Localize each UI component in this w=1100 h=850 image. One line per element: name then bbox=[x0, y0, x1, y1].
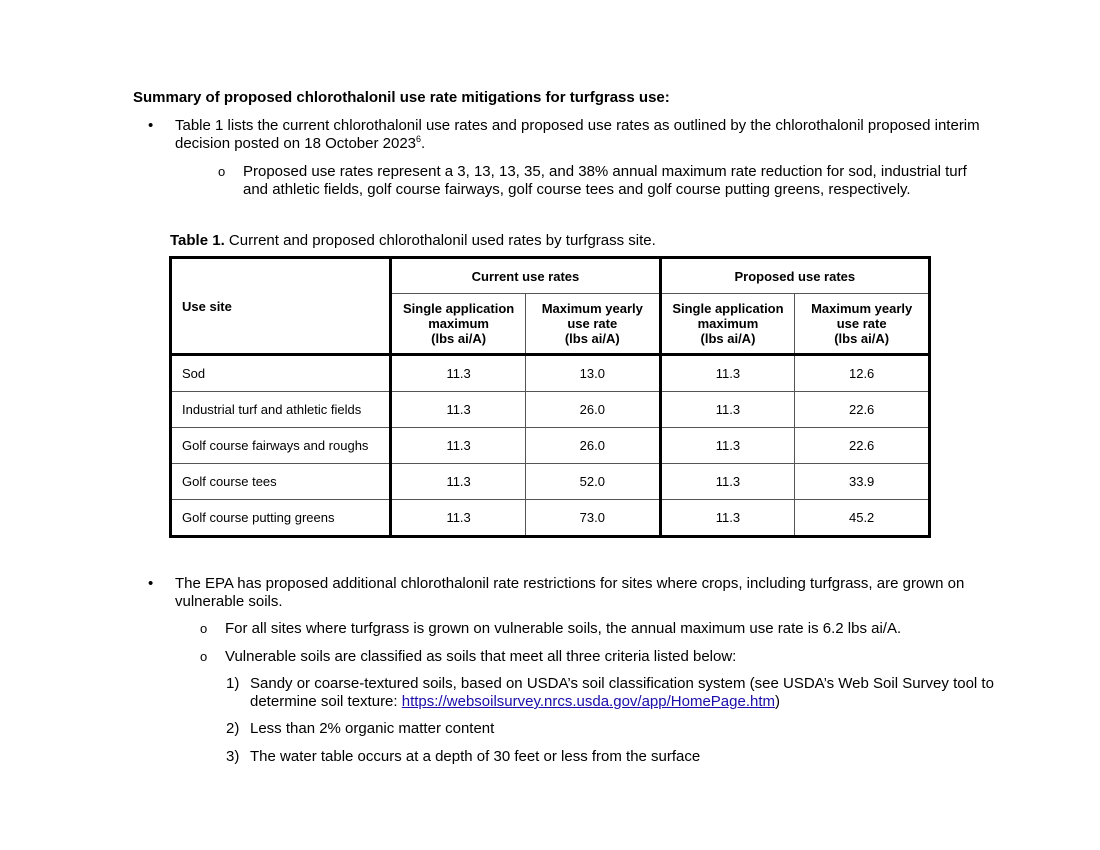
bullet-text-trailing: . bbox=[421, 135, 426, 152]
table-caption-label: Table 1. bbox=[170, 232, 225, 249]
sub-bullet-text: Vulnerable soils are classified as soils that meet all three criteria listed below: bbox=[225, 648, 737, 665]
header-use-site: Use site bbox=[171, 258, 391, 355]
criterion-text-body: Sandy or coarse-textured soils, based on USDA’s soil classification system (see USDA’s Web Soil Survey tool to determine soil texture: bbox=[250, 675, 994, 710]
cell-current-single: 11.3 bbox=[391, 464, 526, 500]
footnote-ref[interactable]: 6 bbox=[416, 134, 422, 144]
cell-current-yearly: 13.0 bbox=[525, 355, 660, 392]
cell-proposed-yearly: 22.6 bbox=[795, 428, 930, 464]
bullet-text bbox=[175, 117, 1005, 153]
cell-use-site: Golf course putting greens bbox=[171, 500, 391, 537]
sub-bullet-mark: o bbox=[218, 164, 226, 179]
criterion-number: 2) bbox=[226, 720, 240, 737]
cell-proposed-single: 11.3 bbox=[660, 428, 795, 464]
header-current-single-application: Single application maximum (lbs ai/A) bbox=[391, 294, 526, 355]
cell-proposed-single: 11.3 bbox=[660, 500, 795, 537]
use-rates-table bbox=[169, 256, 931, 538]
cell-proposed-yearly: 33.9 bbox=[795, 464, 930, 500]
header-current-use-rates: Current use rates bbox=[391, 258, 660, 294]
cell-current-yearly: 26.0 bbox=[525, 428, 660, 464]
header-proposed-single-application: Single application maximum (lbs ai/A) bbox=[660, 294, 795, 355]
bullet-text: The EPA has proposed additional chlorothalonil rate restrictions for sites where crops, including turfgrass, are grown on vulnerable soils. bbox=[175, 575, 965, 610]
cell-current-yearly: 52.0 bbox=[525, 464, 660, 500]
criterion-text: The water table occurs at a depth of 30 feet or less from the surface bbox=[250, 748, 701, 765]
cell-current-single: 11.3 bbox=[391, 428, 526, 464]
header-proposed-use-rates: Proposed use rates bbox=[660, 258, 929, 294]
table-caption bbox=[170, 232, 656, 250]
cell-proposed-single: 11.3 bbox=[660, 392, 795, 428]
cell-proposed-yearly: 12.6 bbox=[795, 355, 930, 392]
criterion-text: Less than 2% organic matter content bbox=[250, 720, 495, 737]
sub-bullet-mark: o bbox=[200, 649, 208, 664]
cell-current-single: 11.3 bbox=[391, 392, 526, 428]
cell-use-site: Industrial turf and athletic fields bbox=[171, 392, 391, 428]
cell-proposed-yearly: 45.2 bbox=[795, 500, 930, 537]
criterion-text bbox=[250, 675, 1000, 711]
cell-use-site: Golf course tees bbox=[171, 464, 391, 500]
bullet-mark: • bbox=[148, 575, 154, 592]
criterion-number: 3) bbox=[226, 748, 240, 765]
header-proposed-maximum-yearly: Maximum yearly use rate (lbs ai/A) bbox=[795, 294, 930, 355]
table-caption-text: Current and proposed chlorothalonil used rates by turfgrass site. bbox=[224, 232, 656, 249]
cell-current-yearly: 26.0 bbox=[525, 392, 660, 428]
table-row bbox=[171, 464, 930, 500]
sub-bullet-mark: o bbox=[200, 621, 208, 636]
cell-proposed-single: 11.3 bbox=[660, 464, 795, 500]
bullet-mark: • bbox=[148, 117, 154, 134]
header-current-maximum-yearly: Maximum yearly use rate (lbs ai/A) bbox=[525, 294, 660, 355]
table-row bbox=[171, 428, 930, 464]
cell-current-yearly: 73.0 bbox=[525, 500, 660, 537]
cell-use-site: Sod bbox=[171, 355, 391, 392]
criterion-number: 1) bbox=[226, 675, 240, 692]
sub-bullet-text: For all sites where turfgrass is grown on vulnerable soils, the annual maximum use rate is 6.2 lbs ai/A. bbox=[225, 620, 902, 637]
cell-proposed-yearly: 22.6 bbox=[795, 392, 930, 428]
cell-current-single: 11.3 bbox=[391, 500, 526, 537]
web-soil-survey-link[interactable]: https://websoilsurvey.nrcs.usda.gov/app/HomePage.htm bbox=[401, 693, 775, 710]
sub-bullet-text: Proposed use rates represent a 3, 13, 13, 35, and 38% annual maximum rate reduction for sod, industrial turf and athletic fields, golf course fairways, golf course tees and golf course putting greens, respectively. bbox=[243, 163, 967, 198]
table-row bbox=[171, 355, 930, 392]
cell-proposed-single: 11.3 bbox=[660, 355, 795, 392]
table-row bbox=[171, 500, 930, 537]
table-row bbox=[171, 392, 930, 428]
cell-use-site: Golf course fairways and roughs bbox=[171, 428, 391, 464]
cell-current-single: 11.3 bbox=[391, 355, 526, 392]
bullet-text-body: Table 1 lists the current chlorothalonil use rates and proposed use rates as outlined by the chlorothalonil proposed interim decision posted on 18 October 2023 bbox=[175, 117, 980, 152]
criterion-text-trailing: ) bbox=[775, 693, 780, 710]
section-heading: Summary of proposed chlorothalonil use rate mitigations for turfgrass use: bbox=[133, 89, 670, 106]
